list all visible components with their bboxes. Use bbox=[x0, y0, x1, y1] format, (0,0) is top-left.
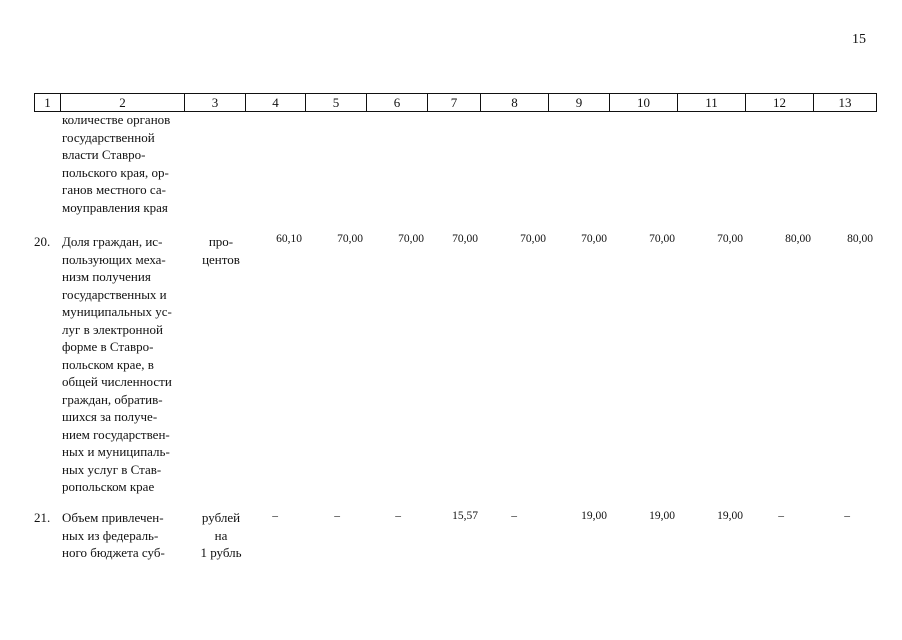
column-header: 11 bbox=[678, 94, 746, 112]
page-number: 15 bbox=[852, 32, 866, 47]
name-line: государственных и bbox=[62, 286, 167, 302]
name-line: форме в Ставро- bbox=[62, 339, 154, 354]
column-header: 5 bbox=[306, 94, 367, 112]
name-line: ных и муниципаль- bbox=[62, 444, 170, 459]
unit-line: про- bbox=[208, 234, 234, 249]
unit-line: 1 рубль bbox=[200, 545, 242, 560]
name-line: нием государствен- bbox=[62, 426, 170, 442]
name-line: ропольском крае bbox=[62, 479, 155, 494]
row-21-value-col6: – bbox=[395, 510, 401, 522]
name-line: ных услуг в Став- bbox=[62, 461, 162, 477]
row-20-value-col11: 70,00 bbox=[717, 233, 743, 245]
row-20-value-col7: 70,00 bbox=[452, 233, 478, 245]
row-21-value-col4: – bbox=[272, 510, 278, 522]
name-line: Доля граждан, ис- bbox=[62, 234, 163, 249]
name-line: ных из федераль- bbox=[62, 527, 159, 543]
row-20-value-col10: 70,00 bbox=[649, 233, 675, 245]
row-21-value-col13: – bbox=[844, 510, 850, 522]
row-20-value-col4: 60,10 bbox=[276, 233, 302, 245]
row-21-value-col8: – bbox=[511, 510, 517, 522]
name-line: польском крае, в bbox=[62, 356, 154, 372]
row-20-name bbox=[62, 233, 200, 496]
row-21-value-col9: 19,00 bbox=[581, 510, 607, 522]
column-header-row bbox=[34, 93, 877, 112]
name-line: власти Ставро- bbox=[62, 147, 146, 162]
name-line: количестве органов bbox=[62, 112, 171, 127]
name-line: граждан, обратив- bbox=[62, 391, 163, 407]
column-header: 9 bbox=[549, 94, 610, 112]
name-line: Объем привлечен- bbox=[62, 510, 164, 525]
name-line: шихся за получе- bbox=[62, 409, 158, 424]
row-20-value-col5: 70,00 bbox=[337, 233, 363, 245]
unit-line: на bbox=[214, 527, 228, 543]
unit-line: центов bbox=[202, 251, 240, 267]
name-line: луг в электронной bbox=[62, 321, 163, 337]
name-line: низм получения bbox=[62, 269, 151, 284]
name-line: ного бюджета суб- bbox=[62, 545, 165, 560]
continued-row-name bbox=[62, 111, 200, 216]
name-line: общей численности bbox=[62, 374, 172, 389]
column-header: 12 bbox=[746, 94, 814, 112]
column-header: 4 bbox=[246, 94, 306, 112]
column-header: 3 bbox=[185, 94, 246, 112]
column-header: 2 bbox=[61, 94, 185, 112]
row-21-value-col11: 19,00 bbox=[717, 510, 743, 522]
column-header: 10 bbox=[610, 94, 678, 112]
name-line: польского края, ор- bbox=[62, 164, 169, 180]
row-20-value-col6: 70,00 bbox=[398, 233, 424, 245]
column-header: 6 bbox=[367, 94, 428, 112]
unit-line: рублей bbox=[201, 510, 241, 525]
row-21-value-col5: – bbox=[334, 510, 340, 522]
row-20-value-col12: 80,00 bbox=[785, 233, 811, 245]
name-line: пользующих меха- bbox=[62, 251, 166, 267]
name-line: моуправления края bbox=[62, 199, 168, 215]
row-21-name bbox=[62, 509, 200, 562]
row-20-unit bbox=[198, 233, 244, 268]
row-20-number: 20. bbox=[34, 234, 51, 249]
column-header: 7 bbox=[428, 94, 481, 112]
row-20-value-col13: 80,00 bbox=[847, 233, 873, 245]
column-header: 13 bbox=[814, 94, 877, 112]
row-21-value-col12: – bbox=[778, 510, 784, 522]
column-header: 8 bbox=[481, 94, 549, 112]
row-20-value-col9: 70,00 bbox=[581, 233, 607, 245]
row-21-value-col7: 15,57 bbox=[452, 510, 478, 522]
row-21-number: 21. bbox=[34, 510, 51, 525]
row-20-value-col8: 70,00 bbox=[520, 233, 546, 245]
column-header: 1 bbox=[35, 94, 61, 112]
name-line: муниципальных ус- bbox=[62, 304, 172, 319]
name-line: ганов местного са- bbox=[62, 182, 166, 197]
name-line: государственной bbox=[62, 129, 155, 145]
row-21-value-col10: 19,00 bbox=[649, 510, 675, 522]
